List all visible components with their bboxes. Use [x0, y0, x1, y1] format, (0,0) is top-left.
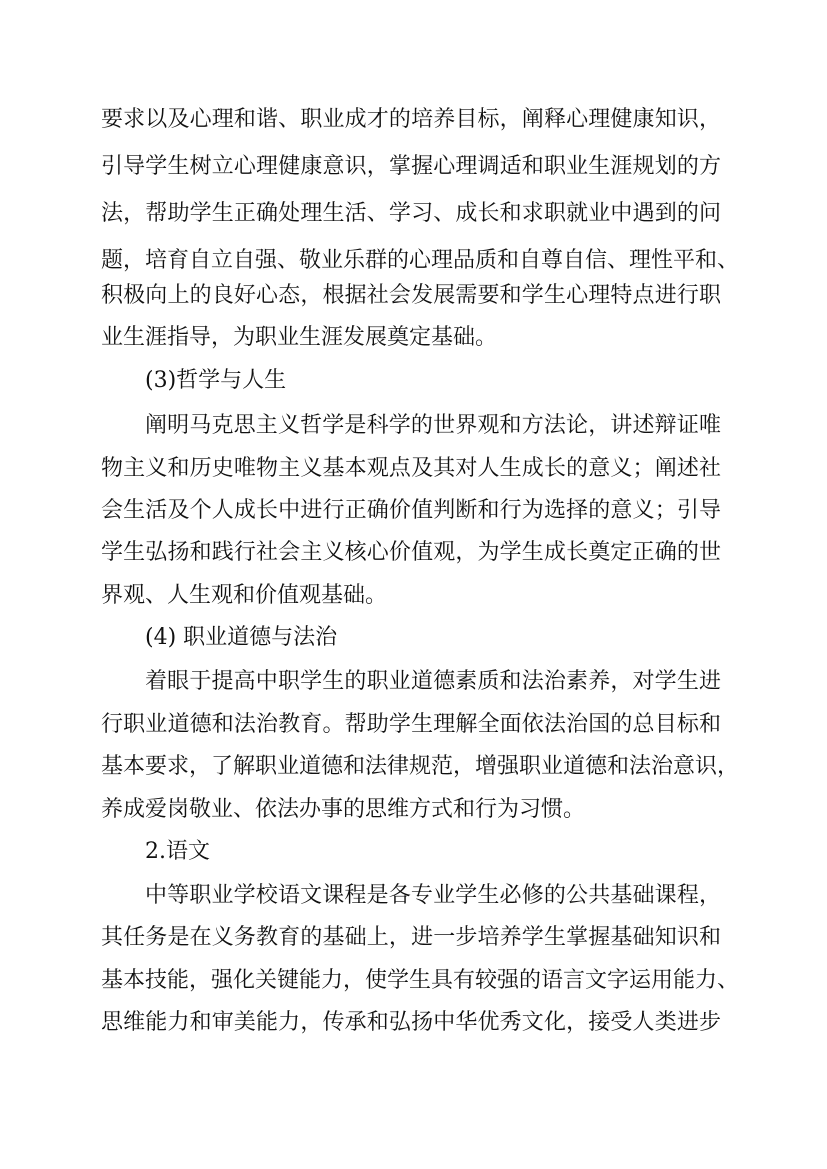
text-line: 行职业道德和法治教育。帮助学生理解全面依法治国的总目标和	[101, 712, 721, 737]
text-line: 思维能力和审美能力，传承和弘扬中华优秀文化，接受人类进步	[101, 1010, 721, 1035]
text-line: 物主义和历史唯物主义基本观点及其对人生成长的意义；阐述社	[101, 456, 721, 481]
text-line: 会生活及个人成长中进行正确价值判断和行为选择的意义；引导	[101, 498, 721, 523]
text-line: 业生涯指导，为职业生涯发展奠定基础。	[101, 325, 498, 350]
text-line: 其任务是在义务教育的基础上，进一步培养学生掌握基础知识和	[101, 925, 721, 950]
section-heading: (4) 职业道德与法治	[145, 625, 338, 650]
section-heading: 2.语文	[145, 839, 210, 864]
text-line: 着眼于提高中职学生的职业道德素质和法治素养，对学生进	[145, 669, 721, 694]
text-line: 引导学生树立心理健康意识，掌握心理调适和职业生涯规划的方	[101, 154, 721, 179]
text-line: 阐明马克思主义哲学是科学的世界观和方法论，讲述辩证唯	[145, 413, 721, 438]
text-line: 养成爱岗敬业、依法办事的思维方式和行为习惯。	[101, 797, 586, 822]
text-line: 基本要求，了解职业道德和法律规范，增强职业道德和法治意识，	[101, 754, 740, 779]
text-line: 基本技能，强化关键能力，使学生具有较强的语言文字运用能力、	[101, 968, 740, 993]
text-line: 学生弘扬和践行社会主义核心价值观，为学生成长奠定正确的世	[101, 540, 721, 565]
text-line: 界观、人生观和价值观基础。	[101, 583, 388, 608]
section-heading: (3)哲学与人生	[145, 368, 287, 393]
text-line: 题，培育自立自强、敬业乐群的心理品质和自尊自信、理性平和、	[101, 248, 740, 273]
text-line: 中等职业学校语文课程是各专业学生必修的公共基础课程，	[145, 883, 721, 908]
text-line: 积极向上的良好心态，根据社会发展需要和学生心理特点进行职	[101, 283, 721, 308]
text-line: 法，帮助学生正确处理生活、学习、成长和求职就业中遇到的问	[101, 201, 721, 226]
text-line: 要求以及心理和谐、职业成才的培养目标，阐释心理健康知识，	[101, 107, 721, 132]
